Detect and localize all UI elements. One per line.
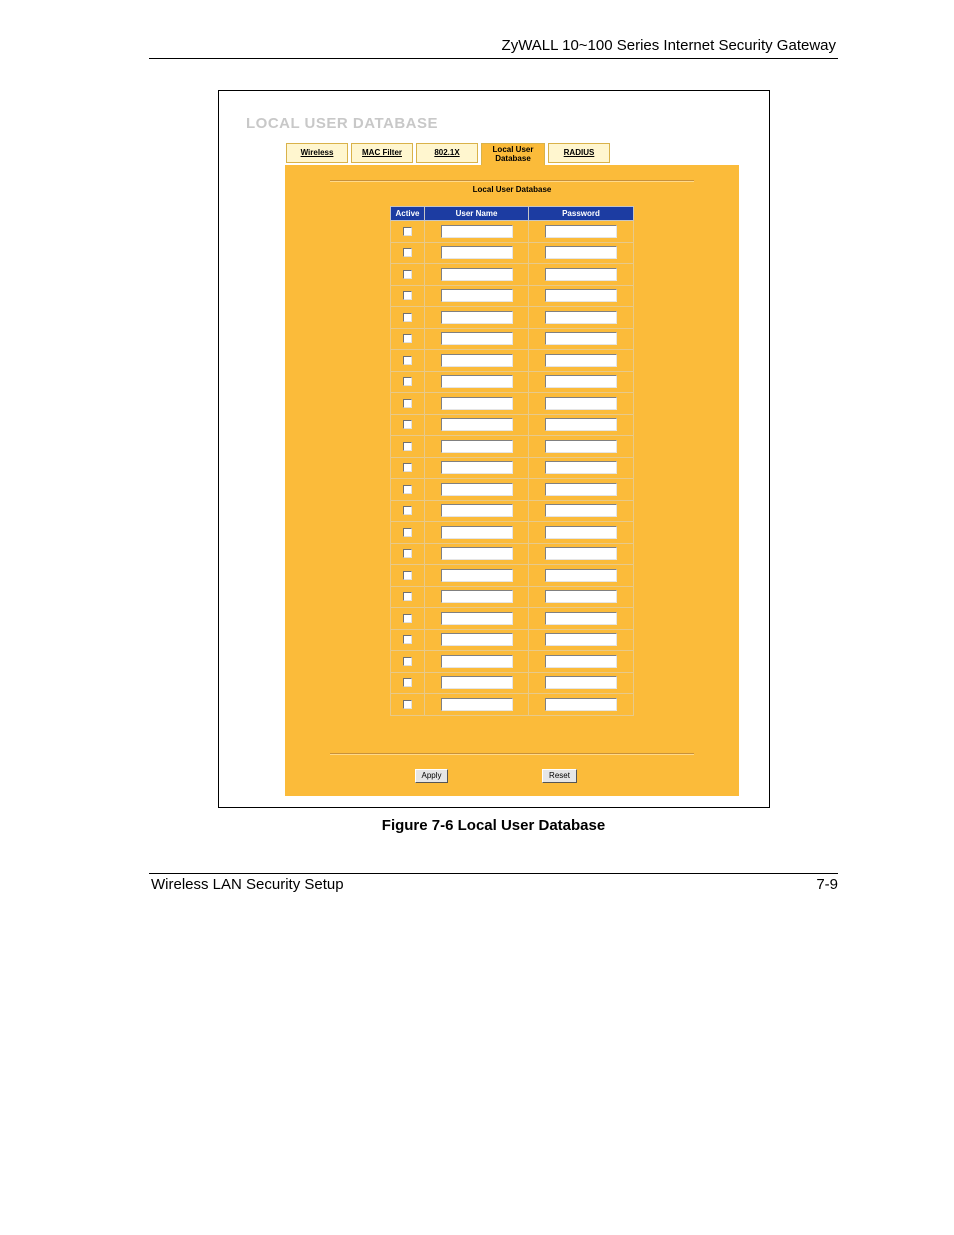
user-name-input[interactable] xyxy=(441,526,513,539)
active-cell xyxy=(391,436,425,458)
password-input[interactable] xyxy=(545,655,617,668)
password-cell xyxy=(529,479,634,501)
user-name-input[interactable] xyxy=(441,569,513,582)
password-input[interactable] xyxy=(545,311,617,324)
user-name-input[interactable] xyxy=(441,461,513,474)
password-input[interactable] xyxy=(545,461,617,474)
active-cell xyxy=(391,307,425,329)
user-name-input[interactable] xyxy=(441,547,513,560)
password-cell xyxy=(529,221,634,243)
active-checkbox[interactable] xyxy=(403,442,412,451)
active-cell xyxy=(391,522,425,544)
table-row xyxy=(391,629,634,651)
footer-section-title: Wireless LAN Security Setup xyxy=(151,876,344,893)
user-name-cell xyxy=(425,586,529,608)
user-name-input[interactable] xyxy=(441,483,513,496)
active-checkbox[interactable] xyxy=(403,227,412,236)
password-cell xyxy=(529,285,634,307)
user-name-cell xyxy=(425,371,529,393)
active-cell xyxy=(391,285,425,307)
user-name-input[interactable] xyxy=(441,246,513,259)
user-name-input[interactable] xyxy=(441,698,513,711)
active-cell xyxy=(391,586,425,608)
active-checkbox[interactable] xyxy=(403,313,412,322)
column-header-user-name: User Name xyxy=(425,207,529,221)
user-name-cell xyxy=(425,694,529,716)
tab-radius[interactable]: RADIUS xyxy=(548,143,610,163)
active-checkbox[interactable] xyxy=(403,528,412,537)
active-cell xyxy=(391,651,425,673)
user-name-cell xyxy=(425,307,529,329)
active-checkbox[interactable] xyxy=(403,399,412,408)
user-name-cell xyxy=(425,608,529,630)
user-name-input[interactable] xyxy=(441,440,513,453)
table-row xyxy=(391,651,634,673)
user-name-input[interactable] xyxy=(441,225,513,238)
password-input[interactable] xyxy=(545,397,617,410)
table-row xyxy=(391,307,634,329)
user-name-input[interactable] xyxy=(441,676,513,689)
password-input[interactable] xyxy=(545,246,617,259)
password-input[interactable] xyxy=(545,569,617,582)
table-row xyxy=(391,586,634,608)
active-cell xyxy=(391,672,425,694)
password-cell xyxy=(529,500,634,522)
table-row xyxy=(391,350,634,372)
user-name-cell xyxy=(425,221,529,243)
active-cell xyxy=(391,694,425,716)
active-cell xyxy=(391,565,425,587)
password-input[interactable] xyxy=(545,547,617,560)
active-cell xyxy=(391,457,425,479)
user-name-cell xyxy=(425,565,529,587)
table-row xyxy=(391,328,634,350)
user-name-input[interactable] xyxy=(441,289,513,302)
active-cell xyxy=(391,608,425,630)
document-header-text: ZyWALL 10~100 Series Internet Security Gateway xyxy=(501,37,836,54)
password-cell xyxy=(529,586,634,608)
active-checkbox[interactable] xyxy=(403,270,412,279)
user-name-cell xyxy=(425,414,529,436)
active-cell xyxy=(391,479,425,501)
table-row xyxy=(391,285,634,307)
active-checkbox[interactable] xyxy=(403,377,412,386)
password-cell xyxy=(529,350,634,372)
user-name-cell xyxy=(425,393,529,415)
password-cell xyxy=(529,393,634,415)
table-row xyxy=(391,522,634,544)
table-row xyxy=(391,565,634,587)
password-input[interactable] xyxy=(545,698,617,711)
column-header-active: Active xyxy=(391,207,425,221)
active-cell xyxy=(391,371,425,393)
apply-button[interactable]: Apply xyxy=(415,769,448,783)
password-input[interactable] xyxy=(545,268,617,281)
active-cell xyxy=(391,543,425,565)
user-name-cell xyxy=(425,543,529,565)
password-cell xyxy=(529,672,634,694)
active-checkbox[interactable] xyxy=(403,420,412,429)
active-cell xyxy=(391,221,425,243)
screen-title: LOCAL USER DATABASE xyxy=(246,115,439,132)
active-cell xyxy=(391,414,425,436)
user-name-input[interactable] xyxy=(441,590,513,603)
table-row xyxy=(391,221,634,243)
password-input[interactable] xyxy=(545,483,617,496)
user-name-cell xyxy=(425,285,529,307)
user-name-input[interactable] xyxy=(441,397,513,410)
user-name-input[interactable] xyxy=(441,655,513,668)
bottom-divider xyxy=(330,753,694,755)
active-checkbox[interactable] xyxy=(403,334,412,343)
user-name-cell xyxy=(425,242,529,264)
password-cell xyxy=(529,457,634,479)
password-cell xyxy=(529,242,634,264)
active-cell xyxy=(391,629,425,651)
password-input[interactable] xyxy=(545,676,617,689)
password-input[interactable] xyxy=(545,375,617,388)
tab-local-user-database[interactable]: Local User Database xyxy=(481,143,545,165)
active-checkbox[interactable] xyxy=(403,571,412,580)
active-checkbox[interactable] xyxy=(403,248,412,257)
active-checkbox[interactable] xyxy=(403,463,412,472)
user-name-input[interactable] xyxy=(441,612,513,625)
tab-802-1x[interactable]: 802.1X xyxy=(416,143,478,163)
active-cell xyxy=(391,350,425,372)
user-table xyxy=(390,206,634,716)
password-cell xyxy=(529,414,634,436)
active-checkbox[interactable] xyxy=(403,291,412,300)
active-checkbox[interactable] xyxy=(403,549,412,558)
password-cell xyxy=(529,608,634,630)
password-cell xyxy=(529,694,634,716)
table-row xyxy=(391,371,634,393)
table-row xyxy=(391,694,634,716)
active-checkbox[interactable] xyxy=(403,678,412,687)
user-name-cell xyxy=(425,651,529,673)
figure-caption: Figure 7-6 Local User Database xyxy=(381,817,606,834)
password-input[interactable] xyxy=(545,225,617,238)
document-header xyxy=(149,37,838,59)
active-checkbox[interactable] xyxy=(403,657,412,666)
user-name-cell xyxy=(425,457,529,479)
password-input[interactable] xyxy=(545,612,617,625)
password-input[interactable] xyxy=(545,332,617,345)
table-row xyxy=(391,479,634,501)
user-name-cell xyxy=(425,350,529,372)
figure-frame xyxy=(218,90,770,808)
user-name-input[interactable] xyxy=(441,332,513,345)
password-input[interactable] xyxy=(545,440,617,453)
user-table-body xyxy=(391,221,634,716)
user-name-cell xyxy=(425,479,529,501)
top-divider xyxy=(330,180,694,182)
table-row xyxy=(391,672,634,694)
active-checkbox[interactable] xyxy=(403,506,412,515)
table-row xyxy=(391,264,634,286)
user-name-input[interactable] xyxy=(441,311,513,324)
active-cell xyxy=(391,242,425,264)
active-checkbox[interactable] xyxy=(403,635,412,644)
column-header-password: Password xyxy=(529,207,634,221)
active-cell xyxy=(391,500,425,522)
user-name-cell xyxy=(425,264,529,286)
password-cell xyxy=(529,565,634,587)
password-cell xyxy=(529,629,634,651)
user-name-input[interactable] xyxy=(441,354,513,367)
table-row xyxy=(391,393,634,415)
user-name-input[interactable] xyxy=(441,633,513,646)
table-row xyxy=(391,242,634,264)
user-name-input[interactable] xyxy=(441,418,513,431)
user-name-cell xyxy=(425,436,529,458)
password-cell xyxy=(529,307,634,329)
tab-mac-filter[interactable]: MAC Filter xyxy=(351,143,413,163)
password-cell xyxy=(529,436,634,458)
active-cell xyxy=(391,264,425,286)
password-cell xyxy=(529,371,634,393)
active-checkbox[interactable] xyxy=(403,356,412,365)
section-title: Local User Database xyxy=(472,185,552,194)
table-row xyxy=(391,543,634,565)
footer-page-number: 7-9 xyxy=(816,876,838,893)
user-name-input[interactable] xyxy=(441,504,513,517)
user-name-cell xyxy=(425,522,529,544)
table-row xyxy=(391,414,634,436)
tab-bar xyxy=(286,143,613,165)
password-input[interactable] xyxy=(545,590,617,603)
content-panel xyxy=(285,165,739,796)
table-row xyxy=(391,608,634,630)
document-footer xyxy=(149,873,838,893)
password-input[interactable] xyxy=(545,289,617,302)
password-input[interactable] xyxy=(545,354,617,367)
password-cell xyxy=(529,651,634,673)
password-cell xyxy=(529,264,634,286)
user-name-cell xyxy=(425,500,529,522)
active-cell xyxy=(391,328,425,350)
active-checkbox[interactable] xyxy=(403,700,412,709)
active-checkbox[interactable] xyxy=(403,614,412,623)
password-cell xyxy=(529,543,634,565)
password-input[interactable] xyxy=(545,504,617,517)
table-header-row xyxy=(391,207,634,221)
table-row xyxy=(391,436,634,458)
user-name-input[interactable] xyxy=(441,268,513,281)
table-row xyxy=(391,500,634,522)
reset-button[interactable]: Reset xyxy=(542,769,577,783)
password-input[interactable] xyxy=(545,418,617,431)
user-name-input[interactable] xyxy=(441,375,513,388)
user-name-cell xyxy=(425,328,529,350)
password-input[interactable] xyxy=(545,633,617,646)
tab-wireless[interactable]: Wireless xyxy=(286,143,348,163)
active-checkbox[interactable] xyxy=(403,485,412,494)
user-name-cell xyxy=(425,672,529,694)
password-cell xyxy=(529,328,634,350)
user-name-cell xyxy=(425,629,529,651)
password-cell xyxy=(529,522,634,544)
table-row xyxy=(391,457,634,479)
active-cell xyxy=(391,393,425,415)
active-checkbox[interactable] xyxy=(403,592,412,601)
password-input[interactable] xyxy=(545,526,617,539)
